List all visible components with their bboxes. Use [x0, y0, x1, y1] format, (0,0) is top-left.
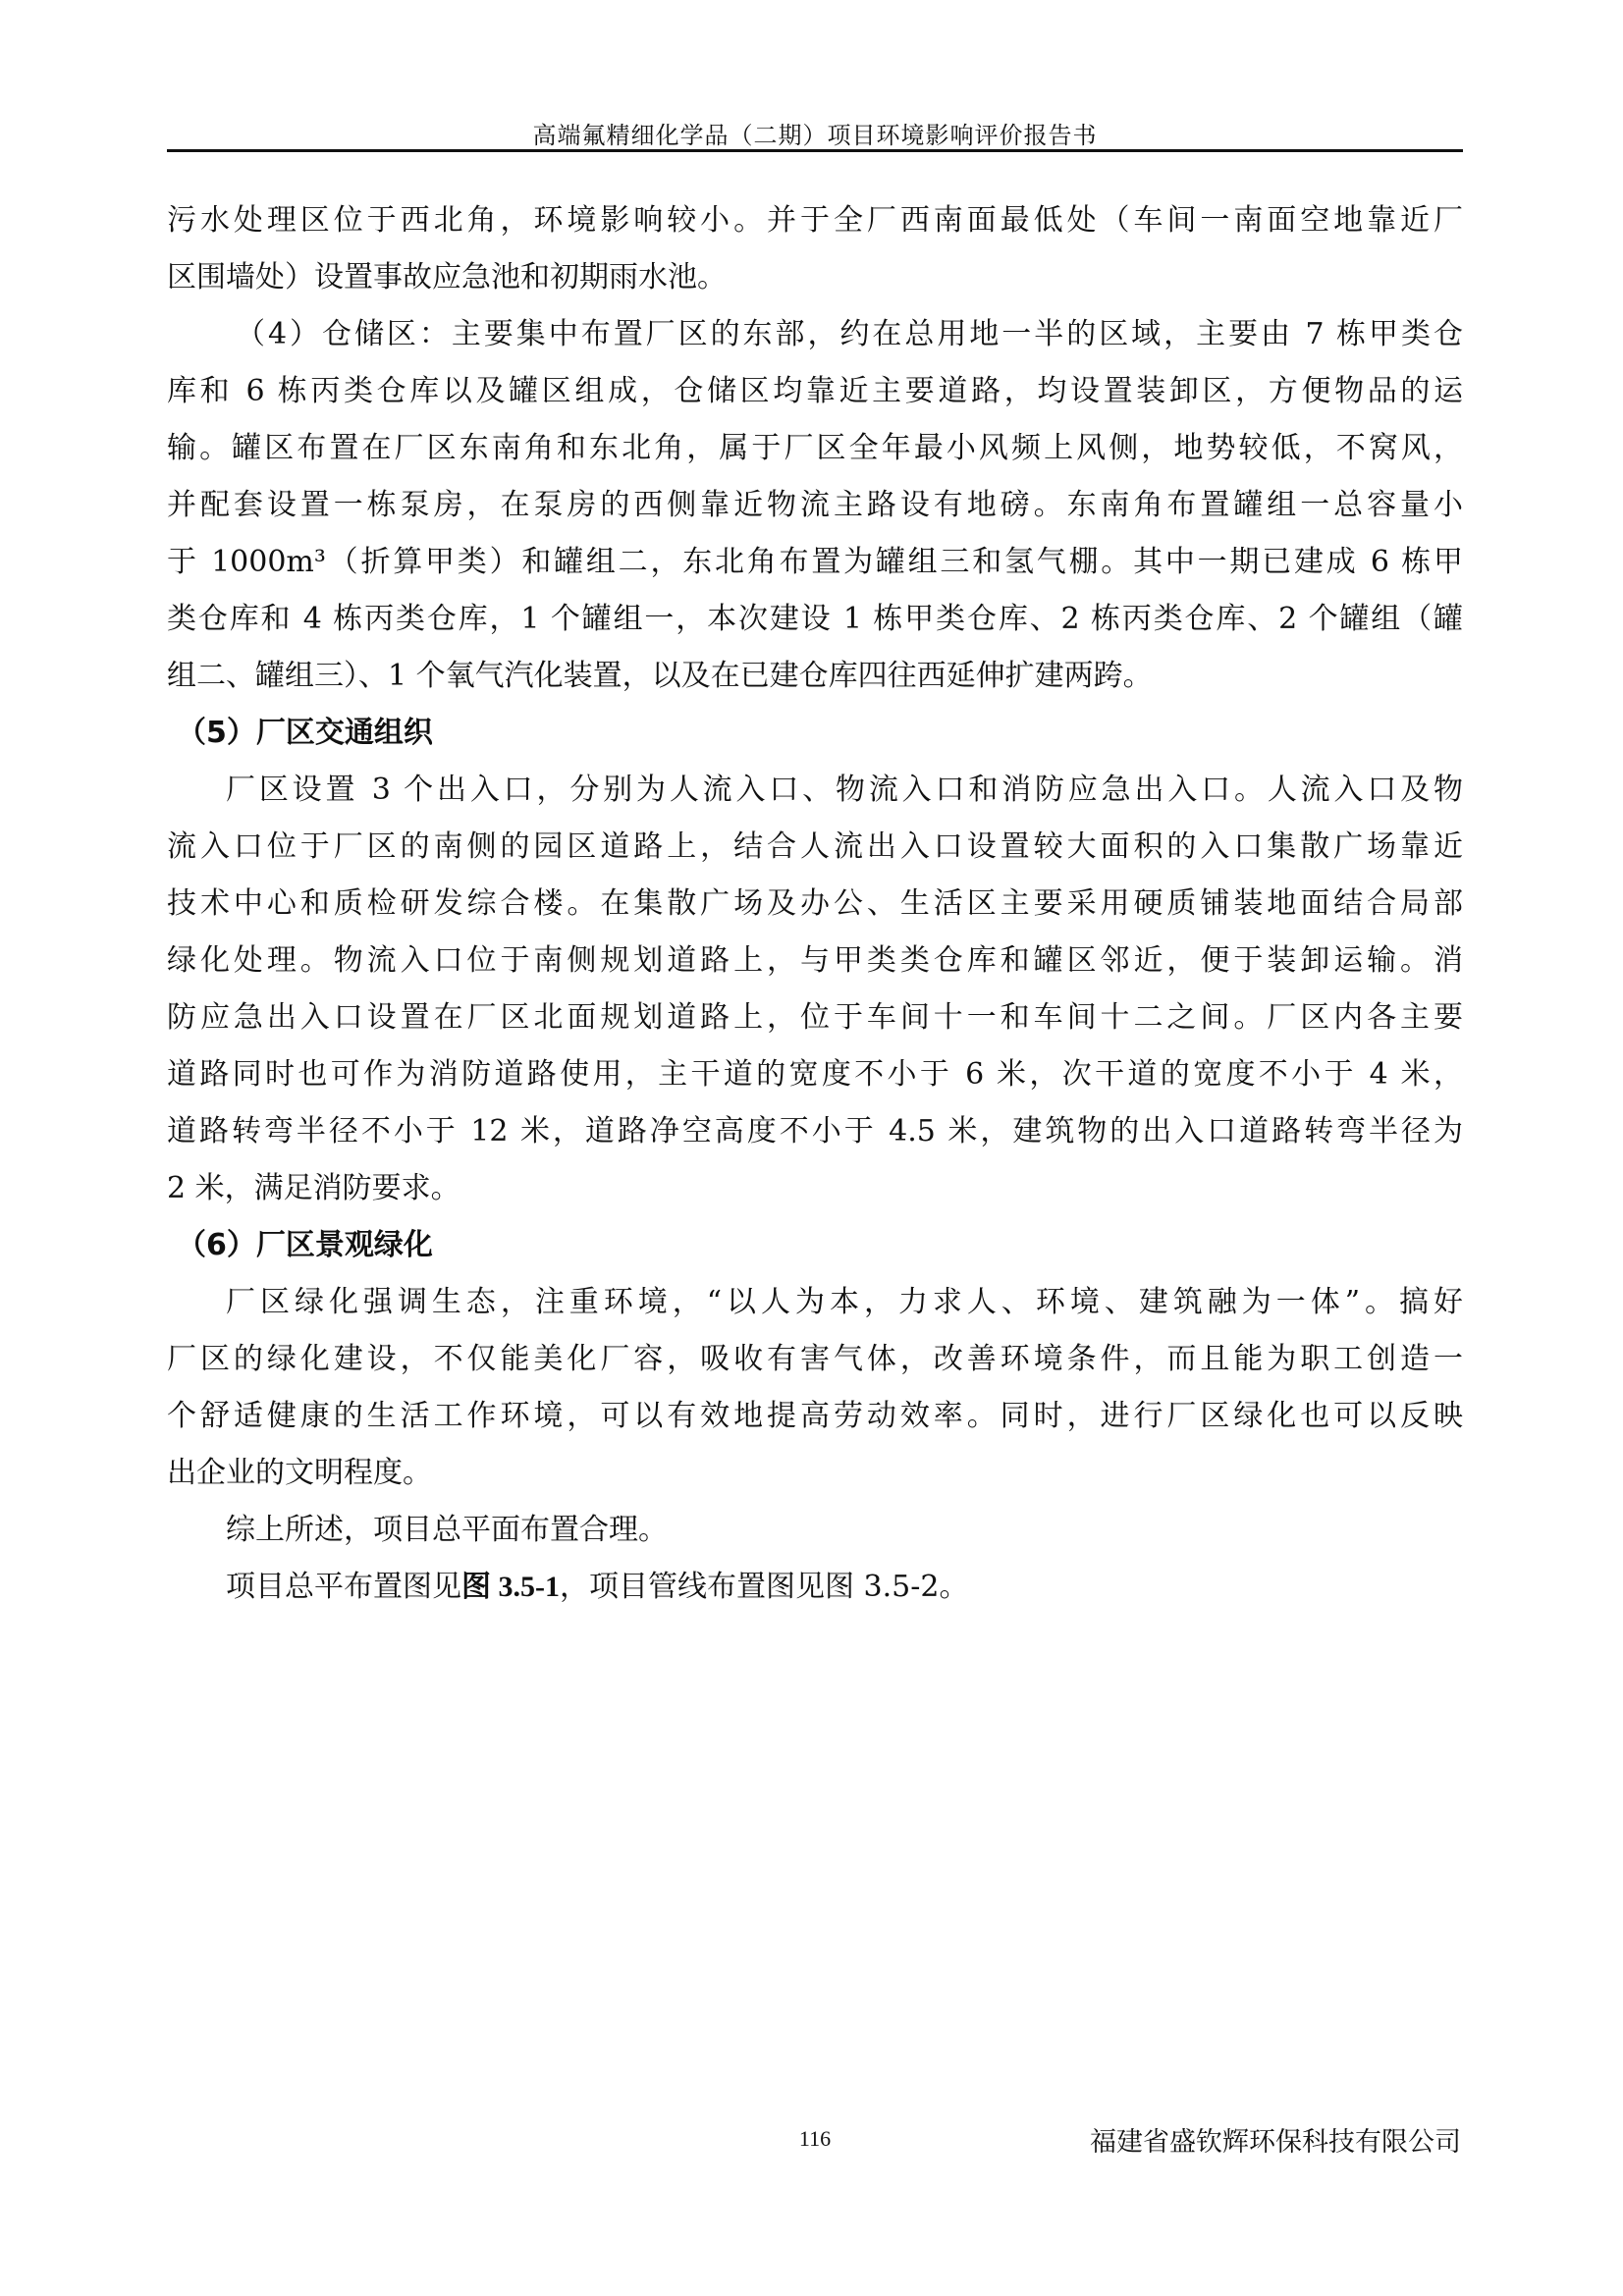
- paragraph-line: 厂区绿化强调生态，注重环境，“以人为本，力求人、环境、建筑融为一体”。搞好: [226, 1285, 1463, 1319]
- paragraph-line: 类仓库和 4 栋丙类仓库，1 个罐组一，本次建设 1 栋甲类仓库、2 栋丙类仓库、2 个罐组（罐: [167, 602, 1463, 636]
- paragraph-line: 并配套设置一栋泵房，在泵房的西侧靠近物流主路设有地磅。东南角布置罐组一总容量小: [167, 488, 1463, 522]
- figure-reference-prefix: 项目总平布置图见: [226, 1570, 461, 1604]
- paragraph-line: 技术中心和质检研发综合楼。在集散广场及办公、生活区主要采用硬质铺装地面结合局部: [167, 886, 1463, 921]
- paragraph-line: 个舒适健康的生活工作环境，可以有效地提高劳动效率。同时，进行厂区绿化也可以反映: [167, 1399, 1463, 1433]
- paragraph-line: （4）仓储区：主要集中布置厂区的东部，约在总用地一半的区域，主要由 7 栋甲类仓: [236, 317, 1463, 351]
- page-number: 116: [798, 2126, 832, 2151]
- figure-reference-suffix: ，项目管线布置图见图 3.5-2。: [560, 1570, 969, 1604]
- paragraph-line: 绿化处理。物流入口位于南侧规划道路上，与甲类类仓库和罐区邻近，便于装卸运输。消: [167, 943, 1463, 978]
- figure-reference-line: [167, 1559, 1463, 1616]
- section-heading-traffic: （5）厂区交通组织: [177, 716, 433, 750]
- paragraph-line: 区围墙处）设置事故应急池和初期雨水池。: [167, 260, 727, 294]
- paragraph-line: 防应急出入口设置在厂区北面规划道路上，位于车间十一和车间十二之间。厂区内各主要: [167, 1000, 1463, 1035]
- paragraph-line: 流入口位于厂区的南侧的园区道路上，结合人流出入口设置较大面积的入口集散广场靠近: [167, 829, 1463, 864]
- paragraph-line: 库和 6 栋丙类仓库以及罐区组成，仓储区均靠近主要道路，均设置装卸区，方便物品的运: [167, 374, 1463, 408]
- paragraph-line: 厂区设置 3 个出入口，分别为人流入口、物流入口和消防应急出入口。人流入口及物: [226, 773, 1463, 807]
- paragraph-line: 出企业的文明程度。: [167, 1456, 432, 1490]
- header-divider: [167, 149, 1463, 152]
- section-heading-landscaping: （6）厂区景观绿化: [177, 1228, 433, 1262]
- paragraph-line: 输。罐区布置在厂区东南角和东北角，属于厂区全年最小风频上风侧，地势较低，不窝风，: [167, 431, 1463, 465]
- paragraph-line: 综上所述，项目总平面布置合理。: [226, 1513, 668, 1547]
- document-body: [167, 192, 1463, 1616]
- paragraph-line: 厂区的绿化建设，不仅能美化厂容，吸收有害气体，改善环境条件，而且能为职工创造一: [167, 1342, 1463, 1376]
- paragraph-line: 道路同时也可作为消防道路使用，主干道的宽度不小于 6 米，次干道的宽度不小于 4 米，: [167, 1057, 1463, 1092]
- paragraph-line: 组二、罐组三）、1 个氧气汽化装置，以及在已建仓库四往西延伸扩建两跨。: [167, 659, 1153, 693]
- paragraph-line: 道路转弯半径不小于 12 米，道路净空高度不小于 4.5 米，建筑物的出入口道路转弯半径为: [167, 1114, 1463, 1148]
- figure-reference-link[interactable]: 图 3.5-1: [461, 1571, 560, 1603]
- paragraph-line: 于 1000m³（折算甲类）和罐组二，东北角布置为罐组三和氢气棚。其中一期已建成 6 栋甲: [167, 545, 1463, 579]
- running-header-title: 高端氟精细化学品（二期）项目环境影响评价报告书: [532, 122, 1098, 149]
- paragraph-line: 污水处理区位于西北角，环境影响较小。并于全厂西南面最低处（车间一南面空地靠近厂: [167, 203, 1463, 238]
- footer-company-name: 福建省盛钦辉环保科技有限公司: [1090, 2127, 1461, 2158]
- paragraph-line: 2 米，满足消防要求。: [167, 1171, 460, 1205]
